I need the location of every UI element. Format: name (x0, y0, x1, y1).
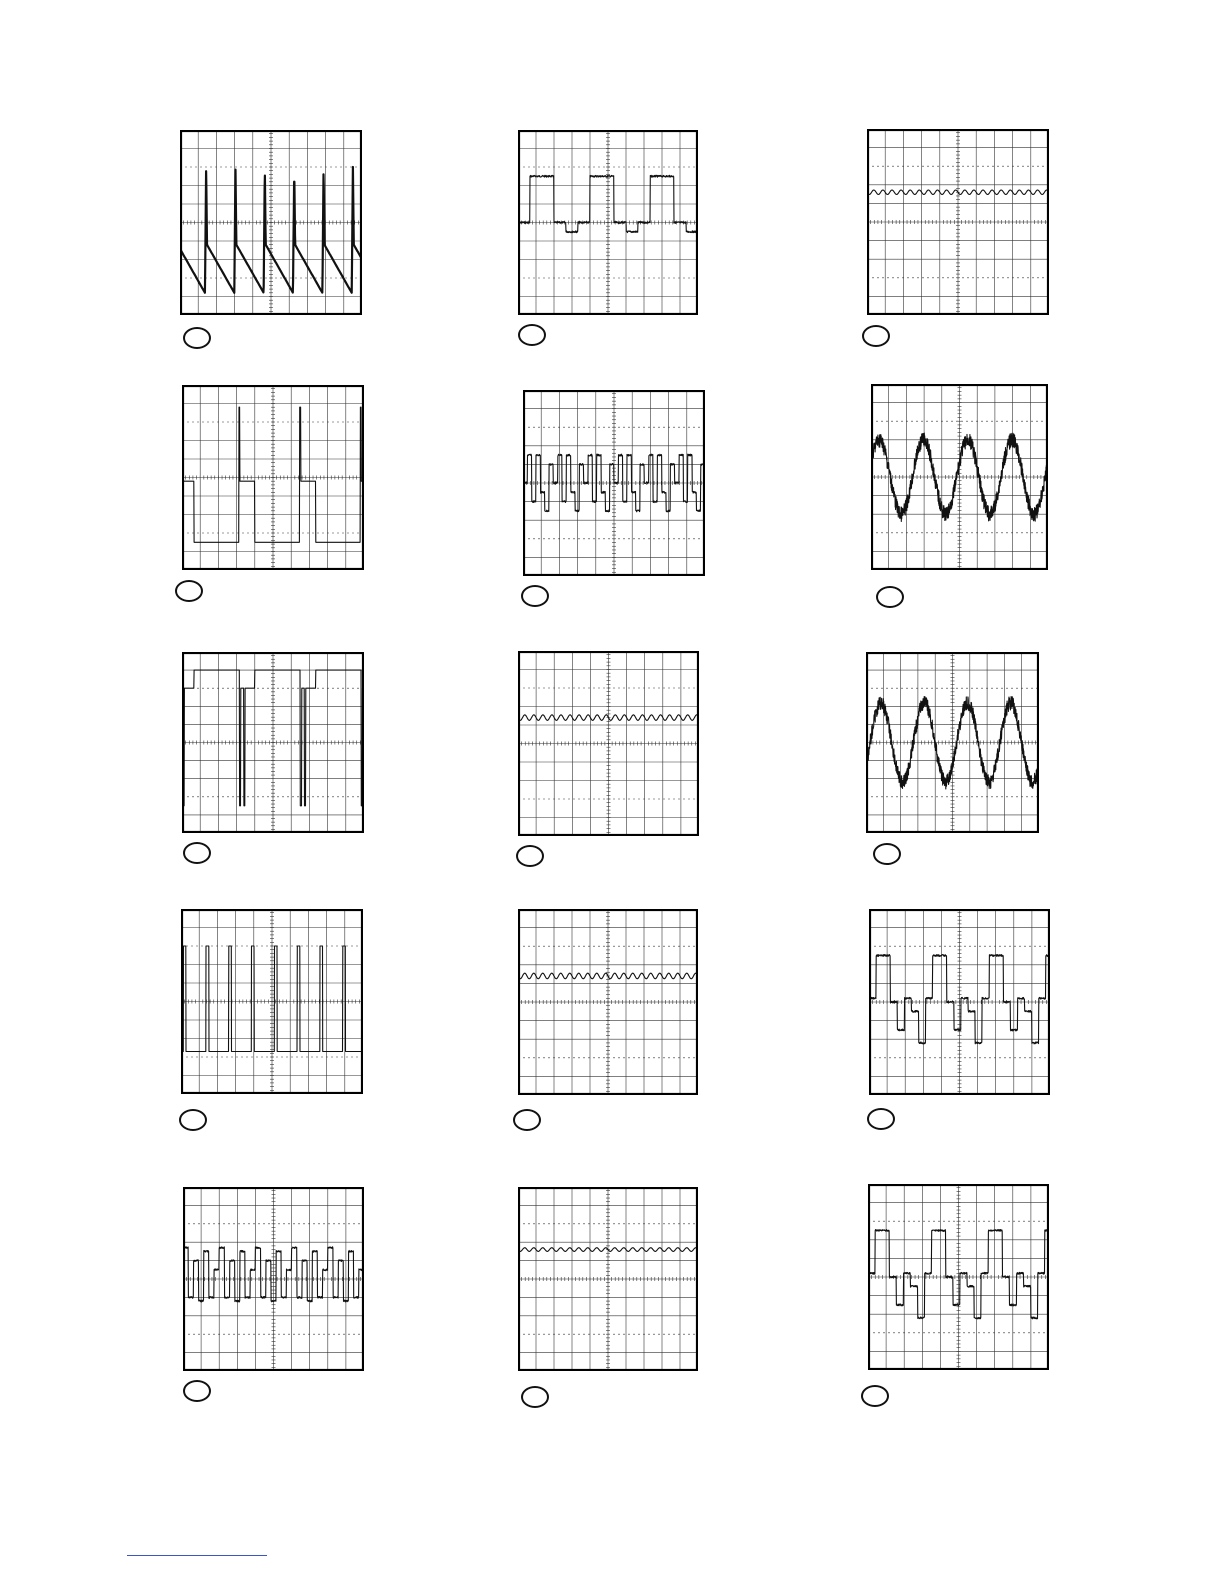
scope-grid (518, 130, 698, 315)
oscilloscope-trace-4 (182, 385, 364, 570)
test-point-marker-10 (179, 1109, 207, 1131)
test-point-marker-6 (876, 586, 904, 608)
oscilloscope-trace-8 (518, 651, 699, 836)
scope-grid (518, 909, 698, 1095)
scope-grid (182, 652, 364, 833)
oscilloscope-trace-15 (868, 1184, 1049, 1370)
oscilloscope-trace-5 (523, 390, 705, 576)
test-point-marker-12 (867, 1108, 895, 1130)
oscilloscope-trace-12 (869, 909, 1050, 1095)
footer-link-underline (127, 1555, 267, 1556)
test-point-marker-5 (521, 585, 549, 607)
test-point-marker-13 (183, 1380, 211, 1402)
scope-grid (183, 1187, 364, 1371)
test-point-marker-3 (862, 325, 890, 347)
oscilloscope-trace-10 (181, 909, 363, 1094)
test-point-marker-7 (183, 842, 211, 864)
scope-grid (871, 384, 1048, 570)
oscilloscope-trace-11 (518, 909, 698, 1095)
test-point-marker-2 (518, 324, 546, 346)
oscilloscope-trace-14 (518, 1187, 698, 1371)
test-point-marker-9 (873, 843, 901, 865)
oscilloscope-trace-2 (518, 130, 698, 315)
test-point-marker-1 (183, 327, 211, 349)
test-point-marker-15 (861, 1385, 889, 1407)
test-point-marker-11 (513, 1109, 541, 1131)
oscilloscope-trace-1 (180, 130, 362, 315)
oscilloscope-trace-13 (183, 1187, 364, 1371)
oscilloscope-trace-6 (871, 384, 1048, 570)
scope-grid (181, 909, 363, 1094)
oscilloscope-trace-3 (867, 129, 1049, 315)
test-point-marker-14 (521, 1386, 549, 1408)
oscilloscope-trace-9 (866, 652, 1039, 833)
scope-grid (867, 129, 1049, 315)
scope-grid (518, 1187, 698, 1371)
scope-grid (518, 651, 699, 836)
test-point-marker-8 (516, 845, 544, 867)
test-point-marker-4 (175, 580, 203, 602)
oscilloscope-trace-7 (182, 652, 364, 833)
